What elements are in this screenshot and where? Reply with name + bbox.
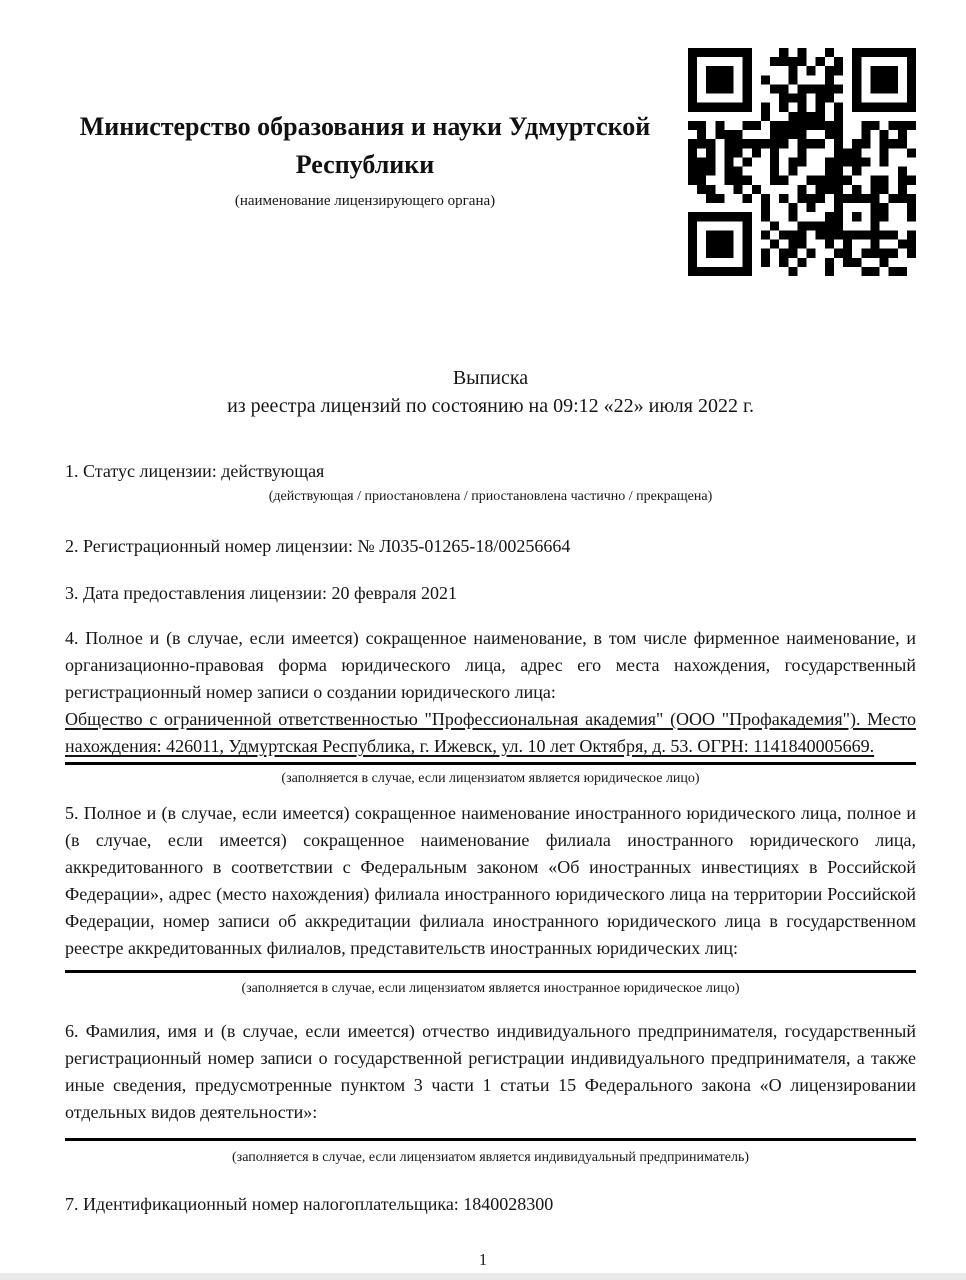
page-bottom-edge [0,1273,966,1280]
item-6-caption: (заполняется в случае, если лицензиатом является индивидуальный предприниматель) [232,1150,749,1165]
qr-code-icon [688,48,916,276]
item-1-caption: (действующая / приостановлена / приостановлена частично / прекращена) [268,489,713,504]
item-3-license-date: 3. Дата предоставления лицензии: 20 февраля 2021 [65,583,458,603]
item-5-caption: (заполняется в случае, если лицензиатом является иностранное юридическое лицо) [241,981,740,996]
item-6-entrepreneur-question: 6. Фамилия, имя и (в случае, если имеется) отчество индивидуального предпринимателя, государственный регистрационный номер записи о государственной регистрации индивидуального предпринимателя, а также иные сведения, предусмотренные пунктом 3 части 1 статьи 15 Федерального закона «О лицензировании отдельных видов деятельности»: [65,1021,916,1122]
item-5-blank-fill-line [65,970,916,973]
licensing-authority-name: Министерство образования и науки Удмуртской Республики [79,112,651,179]
document-content [0,48,966,1218]
document-title-line1: Выписка [452,367,529,389]
document-header-row [65,48,916,276]
item-4-caption: (заполняется в случае, если лицензиатом является юридическое лицо) [281,771,700,786]
document-title-line2: из реестра лицензий по состоянию на 09:12 «22» июля 2022 г. [227,395,754,417]
item-5-foreign-entity-question: 5. Полное и (в случае, если имеется) сокращенное наименование иностранного юридического лица, полное и (в случае, если имеется) сокращенное наименование филиала иностранного юридического лица, аккредитованного в соответствии с Федеральным законом «Об иностранных инвестициях в Российской Федерации», адрес (место нахождения) филиала иностранного юридического лица на территории Российской Федерации, номер записи об аккредитации филиала иностранного юридического лица в государственном реестре аккредитованных филиалов, представительств иностранных юридических лиц: [65,803,916,958]
item-6-blank-fill-line [65,1138,916,1141]
item-4-legal-entity-question: 4. Полное и (в случае, если имеется) сокращенное наименование, в том числе фирменное наименование, и организационно-правовая форма юридического лица, адрес его места нахождения, государственный регистрационный номер записи о создании юридического лица: [65,628,916,702]
item-7-taxpayer-number: 7. Идентификационный номер налогоплательщика: 1840028300 [65,1194,554,1214]
item-1-license-status: 1. Статус лицензии: действующая [65,461,325,481]
item-2-registration-number: 2. Регистрационный номер лицензии: № Л035-01265-18/00256664 [65,536,571,556]
licensing-authority-block [65,48,665,210]
document-title [65,364,916,420]
licensing-authority-caption: (наименование лицензирующего органа) [234,193,496,209]
item-4-answer-text: Общество с ограниченной ответственностью "Профессиональная академия" (ООО "Профакадемия"). Место нахождения: 426011, Удмуртская Республика, г. Ижевск, ул. 10 лет Октября, д. 53. ОГРН: 1141840005669. [65,709,916,756]
item-4-legal-entity-answer [65,706,916,765]
page-number: 1 [478,1250,488,1269]
